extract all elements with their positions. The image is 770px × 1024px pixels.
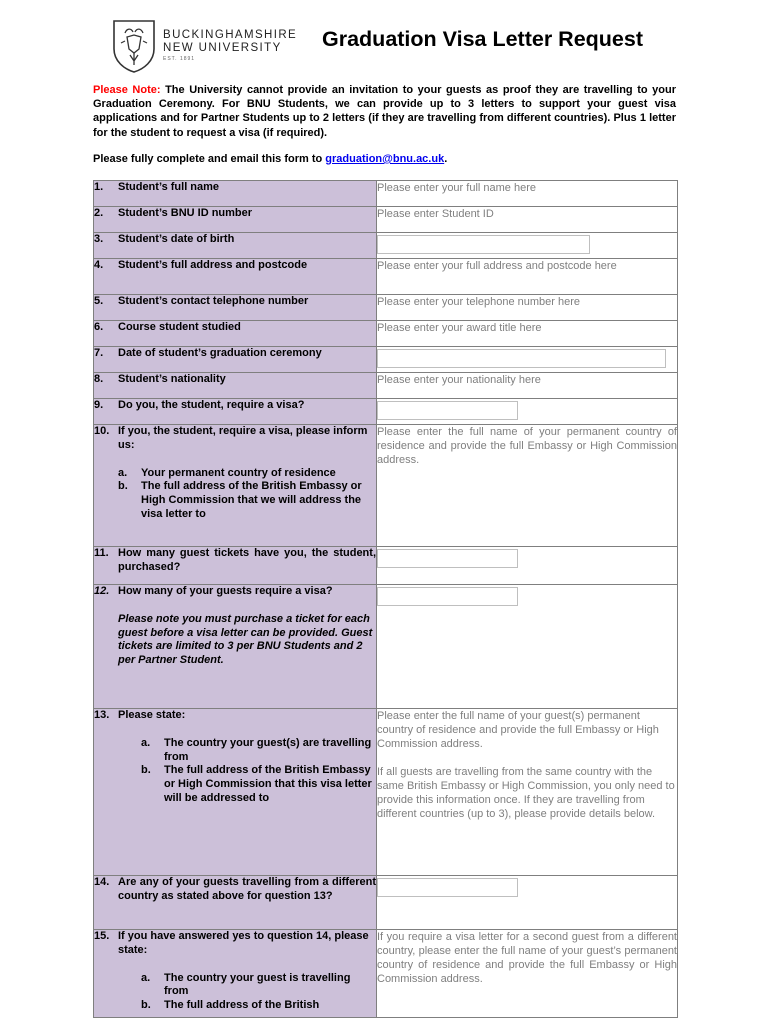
guest-tickets-field[interactable] [377,549,518,568]
student-visa-details-field[interactable] [377,425,678,547]
form-row-date-of-birth [94,233,678,259]
form-row-student-visa-details [94,425,678,547]
sub-item-label: a. [118,466,128,479]
question-cell [94,399,377,425]
university-name: BUCKINGHAMSHIRE NEW UNIVERSITY [163,29,298,54]
question-label: Student’s date of birth [118,233,235,245]
second-guest-placeholder: If you require a visa letter for a second guest from a different country, please enter the full name of your guest’s permanent country of residence and provide the full Embassy or High Commission address. [377,931,677,985]
nationality-field[interactable] [377,373,678,399]
course-field[interactable] [377,321,678,347]
sub-item-text: The full address of the British Embassy or High Commission that we will address the visa letter to [141,480,362,520]
question-cell [94,585,377,709]
question-number: 3. [94,233,104,245]
question-label: Student’s BNU ID number [118,207,253,219]
sub-item-label: a. [141,971,151,984]
question-cell [94,321,377,347]
please-note-paragraph [93,83,676,140]
form-row-guest-visas [94,585,678,709]
guest-visas-field[interactable] [377,587,518,606]
question-label: Please state: [118,709,186,721]
email-instruction-text: Please fully complete and email this form to [93,153,326,165]
course-placeholder: Please enter your award title here [377,322,542,334]
guest-country-details-field[interactable] [377,709,678,876]
sub-item-text: The country your guest(s) are travelling from [164,736,372,763]
question-label: Do you, the student, require a visa? [118,399,305,411]
sub-item-text: The country your guest is travelling from [164,971,351,998]
student-visa-cell [377,399,678,425]
email-instruction [93,153,447,165]
guest-country-placeholder: Please enter the full name of your guest(s) permanent country of residence and provide the full Embassy or High Commission address. [377,710,659,750]
full-name-placeholder: Please enter your full name here [377,182,536,194]
sub-item-text: The full address of the British [164,999,320,1012]
question-label: Are any of your guests travelling from a different country as stated above for question 13? [118,876,376,902]
form-row-address [94,259,678,295]
form-row-telephone [94,295,678,321]
form-row-different-country [94,876,678,930]
date-of-birth-cell [377,233,678,259]
student-id-field[interactable] [377,207,678,233]
ticket-note: Please note you must purchase a ticket for each guest before a visa letter can be provided. Guest tickets are limited to 3 per BNU Students and 2 per Partner Student. [118,612,373,667]
form-row-nationality [94,373,678,399]
address-field[interactable] [377,259,678,295]
telephone-placeholder: Please enter your telephone number here [377,296,581,308]
ceremony-date-field[interactable] [377,349,666,368]
student-visa-details-placeholder: Please enter the full name of your permanent country of residence and provide the full Embassy or High Commission address. [377,426,677,466]
sub-item-label: b. [118,480,128,493]
address-placeholder: Please enter your full address and postcode here [377,260,617,272]
student-visa-field[interactable] [377,401,518,420]
question-label: Student’s contact telephone number [118,295,309,307]
note-text: The University cannot provide an invitation to your guests as proof they are travelling to your Graduation Ceremony. For BNU Students, we can provide up to 3 letters to support your guest visa applications and for Partner Students up to 2 letters (if they are travelling from different countries). Plus 1 letter for the student to request a visa (if required). [93,84,676,139]
page-title: Graduation Visa Letter Request [322,27,643,51]
question-number: 8. [94,373,104,385]
question-number: 1. [94,181,104,193]
guest-visas-cell [377,585,678,709]
telephone-field[interactable] [377,295,678,321]
question-number: 11. [94,547,109,559]
question-label: Student’s nationality [118,373,226,385]
email-instruction-end: . [444,153,448,165]
question-number: 9. [94,399,104,411]
question-number: 12. [94,585,110,597]
sub-item-label: b. [141,999,151,1012]
sub-item-label: b. [141,764,151,777]
question-number: 13. [94,709,110,721]
question-number: 10. [94,425,110,437]
form-row-student-id [94,207,678,233]
different-country-field[interactable] [377,878,518,897]
question-label: Student’s full address and postcode [118,259,308,271]
question-number: 15. [94,930,110,942]
form-row-second-guest [94,930,678,1018]
question-cell [94,425,377,547]
question-cell [94,709,377,876]
question-label: Student’s full name [118,181,220,193]
question-number: 4. [94,259,104,271]
form-row-student-visa [94,399,678,425]
form-row-full-name [94,181,678,207]
sub-item-label: a. [141,736,151,749]
student-id-placeholder: Please enter Student ID [377,208,494,220]
note-label: Please Note: [93,84,161,96]
question-number: 14. [94,876,110,888]
date-of-birth-field[interactable] [377,235,590,254]
question-label: Date of student’s graduation ceremony [118,347,322,359]
email-link[interactable]: graduation@bnu.ac.uk [325,153,445,165]
question-number: 2. [94,207,104,219]
question-label: If you have answered yes to question 14, please state: [118,930,369,956]
university-established: EST. 1891 [163,56,196,62]
form-row-ceremony-date [94,347,678,373]
question-number: 5. [94,295,104,307]
question-label: If you, the student, require a visa, please inform us: [118,425,368,451]
guest-tickets-cell [377,547,678,585]
question-label: Course student studied [118,321,241,333]
form-row-guest-country-details [94,709,678,876]
question-number: 7. [94,347,104,359]
form-row-course [94,321,678,347]
university-crest-logo [111,19,157,73]
page-header [0,0,770,80]
question-label: How many guest tickets have you, the student, purchased? [118,547,376,573]
question-label: How many of your guests require a visa? [118,585,333,597]
visa-request-form [93,180,678,1018]
guest-country-instructions: If all guests are travelling from the same country with the same British Embassy or High Commission, you only need to provide this information once. If they are travelling from different countries (up to 3), please provide details below. [377,766,675,820]
question-cell [94,876,377,930]
ceremony-date-cell [377,347,678,373]
question-cell [94,259,377,295]
question-cell [94,547,377,585]
question-cell [94,347,377,373]
question-cell [94,373,377,399]
question-cell [94,207,377,233]
form-row-guest-tickets [94,547,678,585]
question-number: 6. [94,321,104,333]
second-guest-field[interactable] [377,930,678,1018]
sub-item-text: The full address of the British Embassy or High Commission that this visa letter will be addressed to [164,764,372,804]
different-country-cell [377,876,678,930]
question-cell [94,181,377,207]
question-cell [94,295,377,321]
full-name-field[interactable] [377,181,678,207]
nationality-placeholder: Please enter your nationality here [377,374,541,386]
sub-item-text: Your permanent country of residence [141,466,336,479]
question-cell [94,930,377,1018]
question-cell [94,233,377,259]
